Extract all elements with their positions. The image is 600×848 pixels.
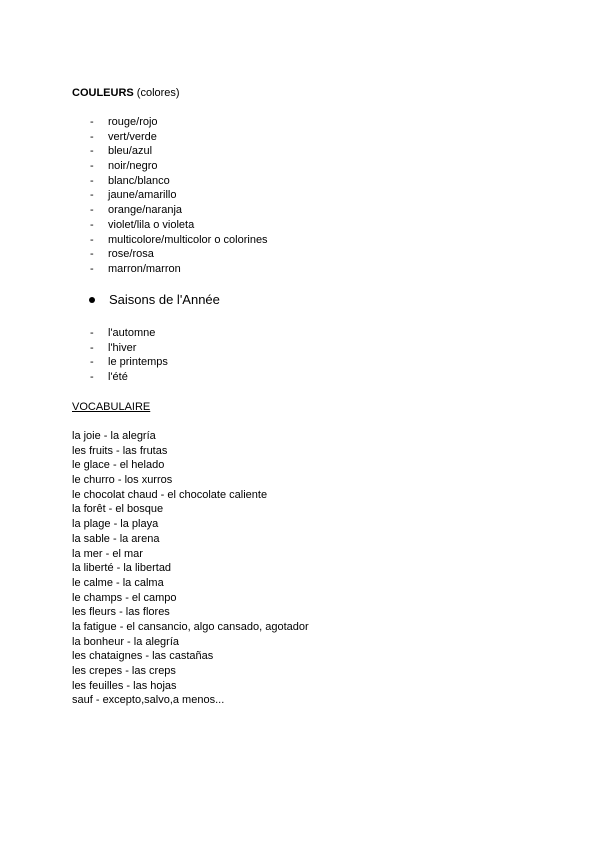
list-item: le chocolat chaud - el chocolate caliente: [72, 488, 268, 501]
list-item: les fleurs - las flores: [72, 606, 170, 619]
dash-icon: -: [90, 218, 94, 231]
list-item: le churro - los xurros: [72, 474, 173, 487]
list-item: la bonheur - la alegría: [72, 635, 180, 648]
list-item: la mer - el mar: [72, 547, 143, 560]
list-item: la fatigue - el cansancio, algo cansado, agotador: [72, 620, 309, 633]
list-item: les fruits - las frutas: [72, 444, 168, 457]
dash-icon: -: [90, 160, 94, 173]
dash-icon: -: [90, 233, 94, 246]
list-item: la joie - la alegría: [72, 430, 156, 442]
dash-icon: -: [90, 130, 94, 143]
list-item: la forêt - el bosque: [72, 503, 164, 516]
document-page: COULEURS (colores) - rouge/rojo - vert/verde - bleu/azul - noir/negro - blanc/blanco - jaune/amarillo - orange/naranja - violet/lila o violeta - multicolore/multicolor o colorines - rose/rosa - marron/marron Saisons de l'Année - l'automne - l'hiver - le printemps - l'été VOCABULAIRE la joie - la alegría les fruits - las frutas le glace - el helado le churro - los xurros le chocolat chaud - el chocolate caliente la forêt - el bosque la plage - la playa la sable - la arena la mer - el mar la liberté - la libertad le calme - la calma le champs - el campo les fleurs - las flores la fatigue - el cansancio, algo cansado, agotador la bonheur - la alegría les chataignes - las castañas les crepes - las creps les feuilles - las hojas sauf - excepto,salvo,a menos...: [0, 0, 600, 848]
colors-title: COULEURS: [72, 87, 134, 99]
list-item: la liberté - la libertad: [72, 562, 172, 575]
list-item: sauf - excepto,salvo,a menos...: [72, 694, 225, 707]
dash-icon: -: [90, 341, 94, 354]
bullet-icon: [89, 297, 95, 303]
list-item: les crepes - las creps: [72, 665, 176, 677]
list-item: le calme - la calma: [72, 576, 164, 589]
list-item: les feuilles - las hojas: [72, 679, 177, 692]
list-item: le champs - el campo: [72, 591, 177, 604]
dash-icon: -: [90, 327, 94, 339]
colors-subtitle: (colores): [136, 87, 180, 99]
dash-icon: -: [90, 116, 94, 128]
list-item: le glace - el helado: [72, 459, 165, 472]
list-item: la plage - la playa: [72, 518, 159, 531]
dash-icon: -: [90, 174, 94, 187]
dash-icon: -: [90, 262, 94, 275]
vocab-title: VOCABULAIRE: [72, 401, 151, 413]
dash-icon: -: [90, 248, 94, 261]
dash-icon: -: [90, 356, 94, 369]
dash-icon: -: [90, 145, 94, 158]
dash-icon: -: [90, 204, 94, 217]
dash-icon: -: [90, 371, 94, 384]
colors-heading: [72, 86, 180, 100]
seasons-title: Saisons de l'Année: [109, 292, 220, 307]
list-item: les chataignes - las castañas: [72, 650, 214, 663]
list-item: la sable - la arena: [72, 532, 160, 545]
vocab-list: [72, 429, 309, 708]
dash-icon: -: [90, 189, 94, 202]
